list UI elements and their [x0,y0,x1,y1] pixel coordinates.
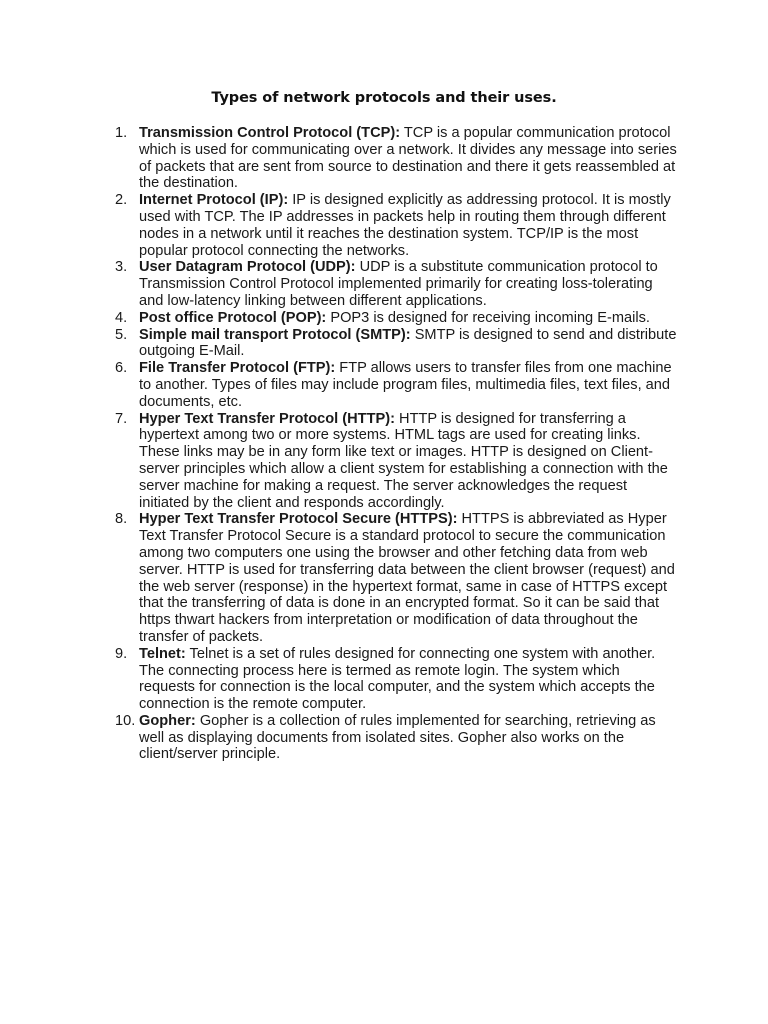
protocol-description: TCP is a popular communication protocol which is used for communicating over a network. It divides any message into series of packets that are sent from source to destination and there it gets reassembled at the destination. [139,125,677,192]
protocol-term: Hyper Text Transfer Protocol (HTTP): [139,410,395,427]
protocol-description: Gopher is a collection of rules implemented for searching, retrieving as well as displaying documents from isolated sites. Gopher also works on the client/server principle. [139,712,656,763]
list-number: 5. [115,326,128,343]
protocol-description: HTTPS is abbreviated as Hyper Text Transfer Protocol Secure is a standard protocol to secure the communication among two computers one using the browser and other fetching data from web server. HTTP is used for transferring data between the client browser (request) and the web server (response) in the hypertext format, same in case of HTTPS except that the transferring of data is done in an encrypted format. So it can be said that https thwart hackers from interpretation or modification of data throughout the transfer of packets. [139,511,675,645]
list-number: 10. [115,712,136,729]
protocol-description: IP is designed explicitly as addressing protocol. It is mostly used with TCP. The IP addresses in packets help in routing them through different nodes in a network until it reaches the destination system. TCP/IP is the most popular protocol connecting the networks. [139,192,671,259]
protocol-term: Post office Protocol (POP): [139,309,327,326]
list-item [115,309,679,327]
list-item [115,645,679,713]
protocol-description: SMTP is designed to send and distribute outgoing E-Mail. [139,326,677,360]
list-number: 1. [115,125,128,141]
list-item [115,410,679,512]
list-item [115,712,679,763]
protocol-description: FTP allows users to transfer files from one machine to another. Types of files may include program files, multimedia files, text files, and documents, etc. [139,360,672,410]
protocol-term: Internet Protocol (IP): [139,192,289,209]
list-number: 6. [115,360,128,377]
list-item [115,326,679,361]
protocol-description: Telnet is a set of rules designed for connecting one system with another. The connecting process here is termed as remote login. The system which requests for connection is the local computer, and the system which accepts the connection is the remote computer. [139,645,656,713]
protocol-term: Hyper Text Transfer Protocol Secure (HTTPS): [139,511,458,528]
protocol-description: POP3 is designed for receiving incoming E-mails. [326,309,650,326]
document-title: Types of network protocols and their uses. [211,90,557,106]
protocol-term: Simple mail transport Protocol (SMTP): [139,326,411,343]
list-item [115,360,679,410]
list-number: 4. [115,309,128,326]
protocol-description: UDP is a substitute communication protocol to Transmission Control Protocol implemented primarily for creating loss-tolerating and low-latency linking between different applications. [139,259,658,309]
protocol-term: User Datagram Protocol (UDP): [139,259,356,276]
list-number: 9. [115,645,128,662]
list-item [115,192,679,259]
protocol-list [115,125,679,763]
list-number: 8. [115,511,128,528]
list-item [115,259,679,309]
list-number: 7. [115,410,128,427]
list-item [115,125,679,192]
list-item [115,511,679,645]
protocol-term: Transmission Control Protocol (TCP): [139,125,401,141]
protocol-term: Telnet: [139,645,186,662]
protocol-term: Gopher: [139,712,196,729]
list-number: 2. [115,192,128,209]
protocol-term: File Transfer Protocol (FTP): [139,360,336,377]
list-number: 3. [115,259,128,276]
protocol-description: HTTP is designed for transferring a hypertext among two or more systems. HTML tags are used for creating links. These links may be in any form like text or images. HTTP is designed on Client-server principles which allow a client system for establishing a connection with the server machine for making a request. The server acknowledges the request initiated by the client and responds accordingly. [139,410,668,511]
